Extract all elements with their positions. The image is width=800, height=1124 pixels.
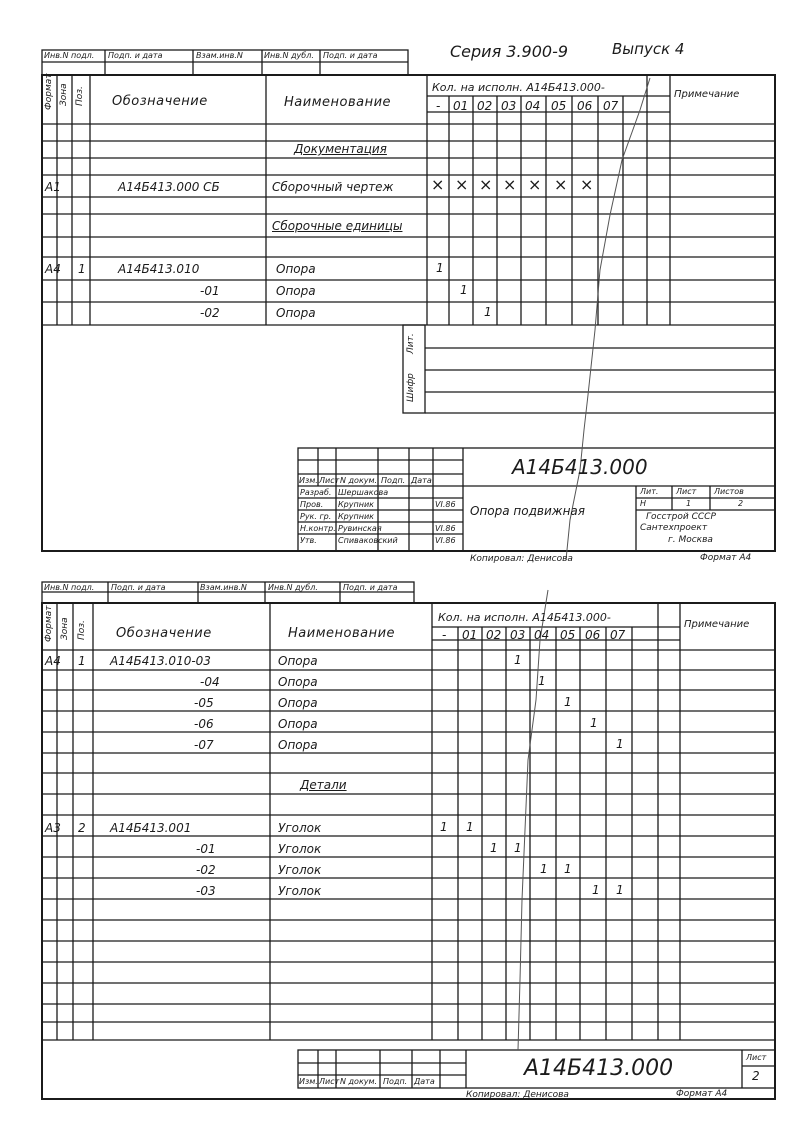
mark-cross: × — [479, 175, 493, 194]
variant-0: - — [436, 99, 441, 113]
variant-3: 03 — [510, 628, 526, 642]
variant-2: 02 — [477, 99, 493, 113]
row-name: Опора — [276, 306, 316, 320]
tb-head-label: Подп. — [381, 476, 406, 485]
row-qty: 1 — [436, 261, 444, 275]
inv-label-4: Инв.N дубл. — [264, 51, 314, 60]
row-format: А4 — [45, 262, 61, 276]
tb-person: Крупник — [338, 500, 374, 509]
tb-sheet-label: Лист — [676, 487, 697, 496]
variant-4: 04 — [525, 99, 541, 113]
variant-4: 04 — [534, 628, 550, 642]
section-details: Детали — [300, 778, 347, 792]
row-qty: 1 — [466, 820, 474, 834]
row-designation: А14Б413.001 — [110, 821, 192, 835]
row-format: А3 — [45, 821, 61, 835]
doc-number: А14Б413.000 — [512, 455, 648, 479]
tb-head-label: N докум. — [340, 476, 378, 485]
row-qty: 1 — [616, 883, 624, 897]
row-name: Опора — [278, 675, 318, 689]
doc-name: Опора подвижная — [470, 504, 586, 518]
tb-head-label: Дата — [414, 1077, 435, 1086]
col-designation-label: Обозначение — [116, 626, 212, 641]
row-name: Опора — [278, 717, 318, 731]
tb-role: Разраб. — [300, 488, 332, 497]
variant-6: 06 — [585, 628, 601, 642]
inv-label-1: Инв.N подл. — [44, 583, 95, 592]
inv-label-3: Взам.инв.N — [196, 51, 243, 60]
row-designation: -02 — [200, 306, 220, 320]
tb-sheet-value: 1 — [686, 499, 692, 508]
tb-date: VI.86 — [435, 500, 456, 509]
section-documentation: Документация — [294, 142, 387, 156]
row-name: Опора — [276, 262, 316, 276]
mark-cross: × — [528, 175, 542, 194]
row-qty: 1 — [514, 841, 522, 855]
variant-7: 07 — [610, 628, 626, 642]
row-format: А1 — [45, 180, 61, 194]
mark-cross: × — [503, 175, 517, 194]
row-format: А4 — [45, 654, 61, 668]
copied-by: Копировал: Денисова — [470, 554, 573, 564]
tb-sheets-label: Листов — [714, 487, 744, 496]
col-quantity-label: Кол. на исполн. А14Б413.000- — [438, 611, 611, 624]
side-lit-label: Лит. — [406, 333, 416, 354]
row-designation: -05 — [194, 696, 214, 710]
lower-sheet-frame — [42, 603, 775, 1099]
row-name: Опора — [278, 654, 318, 668]
inv-label-5: Подп. и дата — [323, 51, 378, 60]
row-pos: 1 — [78, 654, 86, 668]
variant-5: 05 — [560, 628, 576, 642]
variant-5: 05 — [551, 99, 567, 113]
row-name: Уголок — [278, 821, 322, 835]
tb-head-label: N докум. — [340, 1077, 378, 1086]
row-qty: 1 — [460, 283, 468, 297]
side-code-label: Шифр — [406, 373, 416, 402]
row-designation: -06 — [194, 717, 214, 731]
variant-7: 07 — [603, 99, 619, 113]
col-pos-label: Поз. — [75, 86, 85, 106]
col-format-label: Формат — [44, 73, 54, 110]
copied-by: Копировал: Денисова — [466, 1090, 569, 1100]
inv-label-2: Подп. и дата — [111, 583, 166, 592]
tb-role: Н.контр. — [300, 524, 336, 533]
row-qty: 1 — [564, 695, 572, 709]
issue-label: Выпуск 4 — [612, 40, 685, 58]
row-designation: -01 — [200, 284, 220, 298]
variant-0: - — [442, 628, 447, 642]
inv-label-2: Подп. и дата — [108, 51, 163, 60]
tb-sheet-value: 2 — [752, 1069, 760, 1083]
tb-sheets-value: 2 — [738, 499, 744, 508]
col-pos-label: Поз. — [77, 620, 87, 640]
tb-person: Спиваковский — [338, 536, 398, 545]
col-name-label: Наименование — [288, 626, 396, 641]
tb-date: VI.86 — [435, 524, 456, 533]
mark-cross: × — [580, 175, 594, 194]
row-qty: 1 — [590, 716, 598, 730]
row-qty: 1 — [538, 674, 546, 688]
row-qty: 1 — [440, 820, 448, 834]
row-name: Опора — [276, 284, 316, 298]
row-designation: А14Б413.010 — [118, 262, 200, 276]
tb-person: Рувинская — [338, 524, 382, 533]
col-name-label: Наименование — [284, 95, 392, 110]
row-name: Опора — [278, 696, 318, 710]
tb-head-label: Дата — [411, 476, 432, 485]
row-qty: 1 — [490, 841, 498, 855]
col-zone-label: Зона — [59, 83, 69, 106]
row-name: Опора — [278, 738, 318, 752]
org-line: Госстрой СССР — [646, 512, 716, 522]
variant-6: 06 — [577, 99, 593, 113]
variant-3: 03 — [501, 99, 517, 113]
row-designation: А14Б413.000 СБ — [118, 180, 220, 194]
tb-role: Утв. — [300, 536, 317, 545]
inv-label-3: Взам.инв.N — [200, 583, 247, 592]
tb-head-label: Изм. — [299, 1077, 318, 1086]
row-pos: 1 — [78, 262, 86, 276]
row-designation: А14Б413.010-03 — [110, 654, 211, 668]
tb-person: Крупник — [338, 512, 374, 521]
paper-tear-line — [518, 78, 650, 1050]
tb-date: VI.86 — [435, 536, 456, 545]
variant-1: 01 — [453, 99, 469, 113]
tb-head-label: Лист — [319, 476, 340, 485]
doc-number: А14Б413.000 — [524, 1056, 674, 1081]
col-quantity-label: Кол. на исполн. А14Б413.000- — [432, 81, 605, 94]
row-name: Уголок — [278, 842, 322, 856]
org-line: Сантехпроект — [640, 523, 708, 533]
tb-lit-label: Лит. — [640, 487, 659, 496]
section-assembly-units: Сборочные единицы — [272, 219, 403, 233]
row-qty: 1 — [592, 883, 600, 897]
tb-head-label: Подп. — [383, 1077, 408, 1086]
row-name: Сборочный чертеж — [272, 180, 394, 194]
col-zone-label: Зона — [60, 617, 70, 640]
row-qty: 1 — [564, 862, 572, 876]
row-name: Уголок — [278, 884, 322, 898]
format-label: Формат А4 — [700, 553, 752, 563]
format-label: Формат А4 — [676, 1089, 728, 1099]
row-designation: -04 — [200, 675, 220, 689]
tb-role: Рук. гр. — [300, 512, 332, 521]
row-qty: 1 — [540, 862, 548, 876]
row-qty: 1 — [484, 305, 492, 319]
col-note-label: Примечание — [684, 619, 750, 630]
tb-sheet-label: Лист — [746, 1053, 767, 1062]
mark-cross: × — [455, 175, 469, 194]
row-qty: 1 — [616, 737, 624, 751]
row-qty: 1 — [514, 653, 522, 667]
inv-label-1: Инв.N подл. — [44, 51, 95, 60]
mark-cross: × — [554, 175, 568, 194]
tb-head-label: Лист — [319, 1077, 340, 1086]
variant-1: 01 — [462, 628, 478, 642]
row-designation: -03 — [196, 884, 216, 898]
row-designation: -02 — [196, 863, 216, 877]
row-designation: -01 — [196, 842, 216, 856]
row-designation: -07 — [194, 738, 214, 752]
col-note-label: Примечание — [674, 89, 740, 100]
series-label: Серия 3.900-9 — [450, 42, 569, 61]
row-name: Уголок — [278, 863, 322, 877]
row-pos: 2 — [78, 821, 86, 835]
tb-person: Шершакова — [338, 488, 389, 497]
col-format-label: Формат — [44, 605, 54, 642]
inv-label-5: Подп. и дата — [343, 583, 398, 592]
mark-cross: × — [431, 175, 445, 194]
col-designation-label: Обозначение — [112, 94, 208, 109]
inv-label-4: Инв.N дубл. — [268, 583, 318, 592]
variant-2: 02 — [486, 628, 502, 642]
tb-role: Пров. — [300, 500, 324, 509]
tb-head-label: Изм. — [299, 476, 318, 485]
tb-lit-value: Н — [640, 499, 647, 508]
org-line: г. Москва — [668, 535, 713, 545]
